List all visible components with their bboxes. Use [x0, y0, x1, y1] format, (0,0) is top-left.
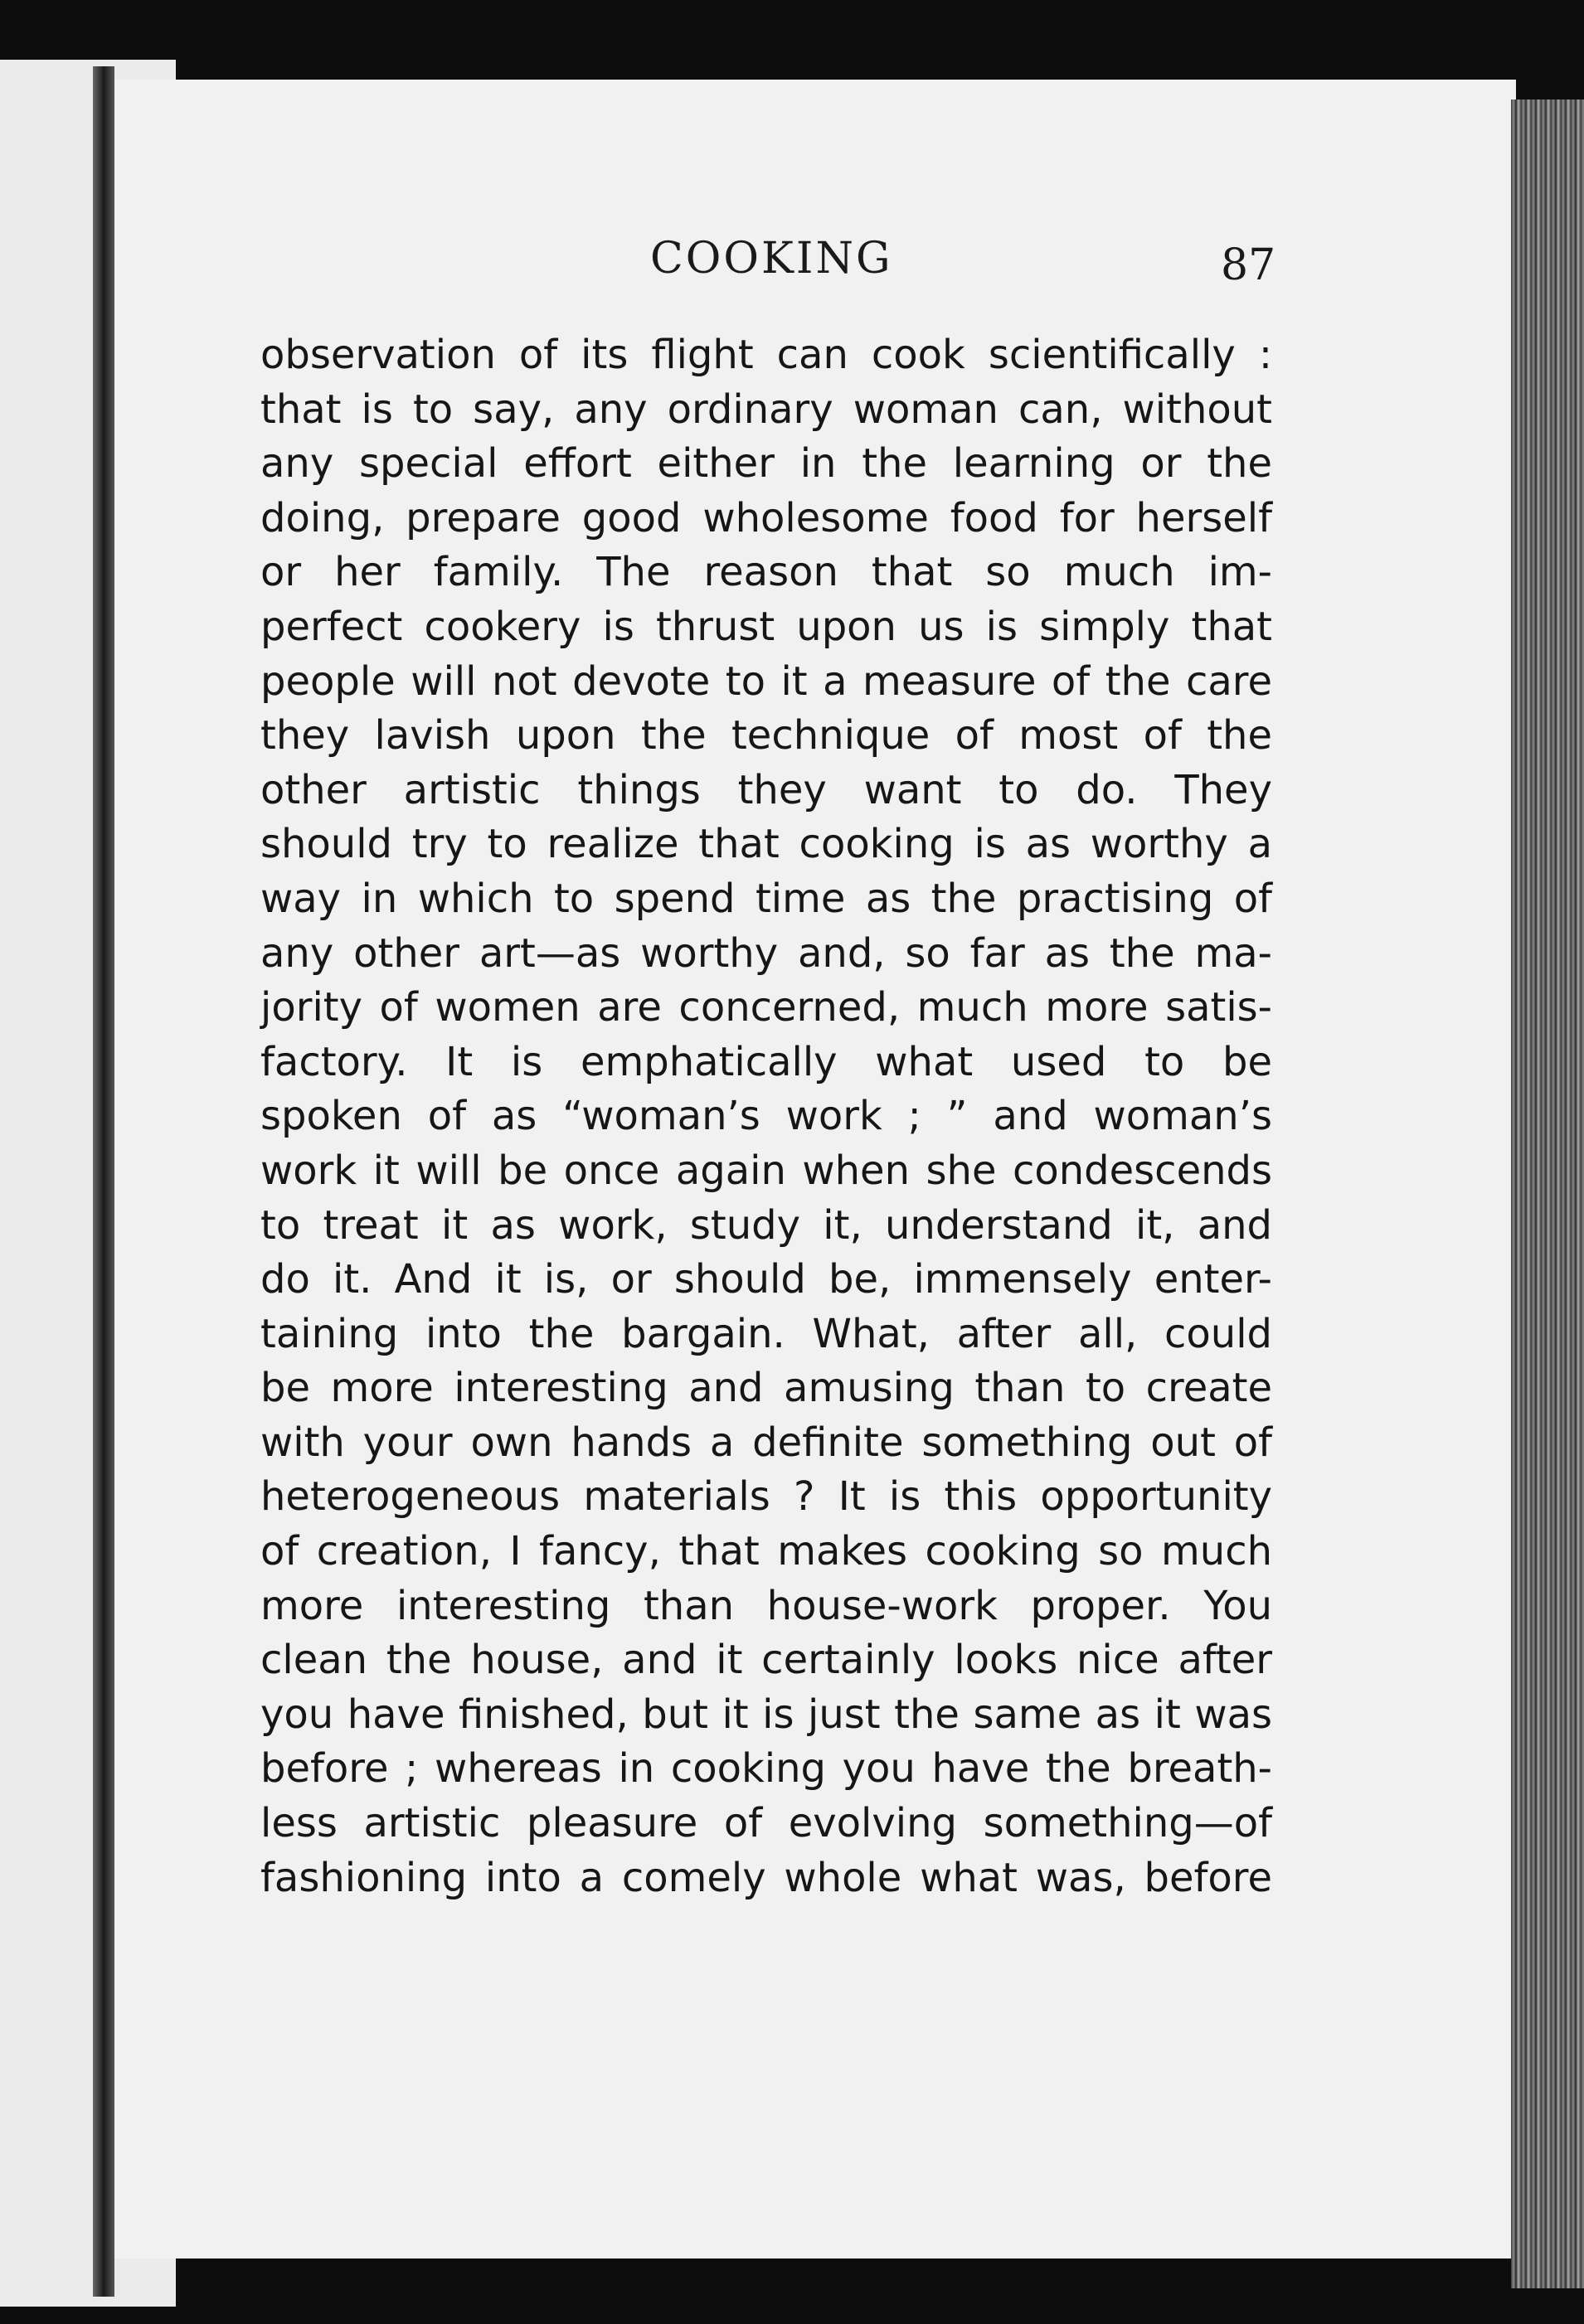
text-line	[260, 1797, 1272, 1851]
text-line	[260, 1470, 1272, 1525]
running-head: COOKING	[650, 234, 893, 284]
text-line-content: with your own hands a definite something out of	[260, 1419, 1272, 1466]
text-line-content: you have finished, but it is just the same as it was	[260, 1691, 1272, 1738]
text-line	[260, 1525, 1272, 1579]
text-line	[260, 872, 1272, 927]
text-line	[260, 546, 1272, 600]
text-line	[260, 1579, 1272, 1634]
text-line	[260, 709, 1272, 764]
text-line-content: do it. And it is, or should be, immensely enter-	[260, 1256, 1272, 1303]
text-line-content: observation of its flight can cook scientifically :	[260, 332, 1272, 378]
text-line-content: of creation, I fancy, that makes cooking so much	[260, 1528, 1272, 1575]
text-line-content: taining into the bargain. What, after all, could	[260, 1310, 1272, 1357]
text-line	[260, 1144, 1272, 1199]
text-line-content: should try to realize that cooking is as worthy a	[260, 821, 1272, 868]
text-line	[260, 437, 1272, 492]
text-line-content: doing, prepare good wholesome food for herself	[260, 494, 1272, 541]
text-line	[260, 492, 1272, 546]
text-line	[260, 1742, 1272, 1797]
text-line-content: less artistic pleasure of evolving something—of	[260, 1800, 1272, 1847]
text-line-content: clean the house, and it certainly looks nice after	[260, 1637, 1272, 1684]
text-line	[260, 1688, 1272, 1743]
text-line-content: people will not devote to it a measure of the care	[260, 657, 1272, 705]
body-text	[260, 328, 1272, 1905]
text-line-content: way in which to spend time as the practising of	[260, 875, 1272, 922]
text-line	[260, 1089, 1272, 1144]
text-line-content: spoken of as “woman’s work ; ” and woman’s	[260, 1093, 1272, 1140]
text-line-content: before ; whereas in cooking you have the breath-	[260, 1745, 1272, 1793]
text-line-content: they lavish upon the technique of most of the	[260, 712, 1272, 759]
text-line-content: more interesting than house-work proper. You	[260, 1582, 1272, 1629]
text-line-content: heterogeneous materials ? It is this opportunity	[260, 1473, 1272, 1521]
text-line-content: or her family. The reason that so much im-	[260, 549, 1272, 596]
text-line	[260, 818, 1272, 872]
text-line	[260, 1253, 1272, 1308]
text-line	[260, 764, 1272, 818]
text-line-content: perfect cookery is thrust upon us is simply that	[260, 603, 1272, 650]
text-line-content: that is to say, any ordinary woman can, without	[260, 386, 1272, 433]
text-line-content: to treat it as work, study it, understand it, and	[260, 1201, 1272, 1249]
text-line	[260, 1633, 1272, 1688]
page-edges	[1511, 99, 1584, 2288]
text-line	[260, 1308, 1272, 1362]
text-line	[260, 1036, 1272, 1090]
text-line	[260, 927, 1272, 982]
text-line	[260, 981, 1272, 1036]
text-line	[260, 655, 1272, 710]
text-line-content: fashioning into a comely whole what was, before	[260, 1854, 1272, 1901]
text-line-content: work it will be once again when she condescends	[260, 1147, 1272, 1194]
text-line	[260, 1361, 1272, 1416]
text-line-content: be more interesting and amusing than to create	[260, 1365, 1272, 1412]
text-line-content: any special effort either in the learning or the	[260, 440, 1272, 488]
text-line	[260, 1416, 1272, 1471]
text-line-content: any other art—as worthy and, so far as the ma-	[260, 929, 1272, 977]
text-line	[260, 1199, 1272, 1254]
text-line	[260, 600, 1272, 655]
text-line	[260, 1851, 1272, 1906]
book-gutter	[93, 66, 114, 2297]
text-line-content: jority of women are concerned, much more satis-	[260, 984, 1272, 1031]
text-line-content: other artistic things they want to do. They	[260, 766, 1272, 813]
text-line	[260, 383, 1272, 438]
page-number: 87	[1221, 240, 1276, 290]
text-line-content: factory. It is emphatically what used to be	[260, 1038, 1272, 1085]
text-line	[260, 328, 1272, 383]
